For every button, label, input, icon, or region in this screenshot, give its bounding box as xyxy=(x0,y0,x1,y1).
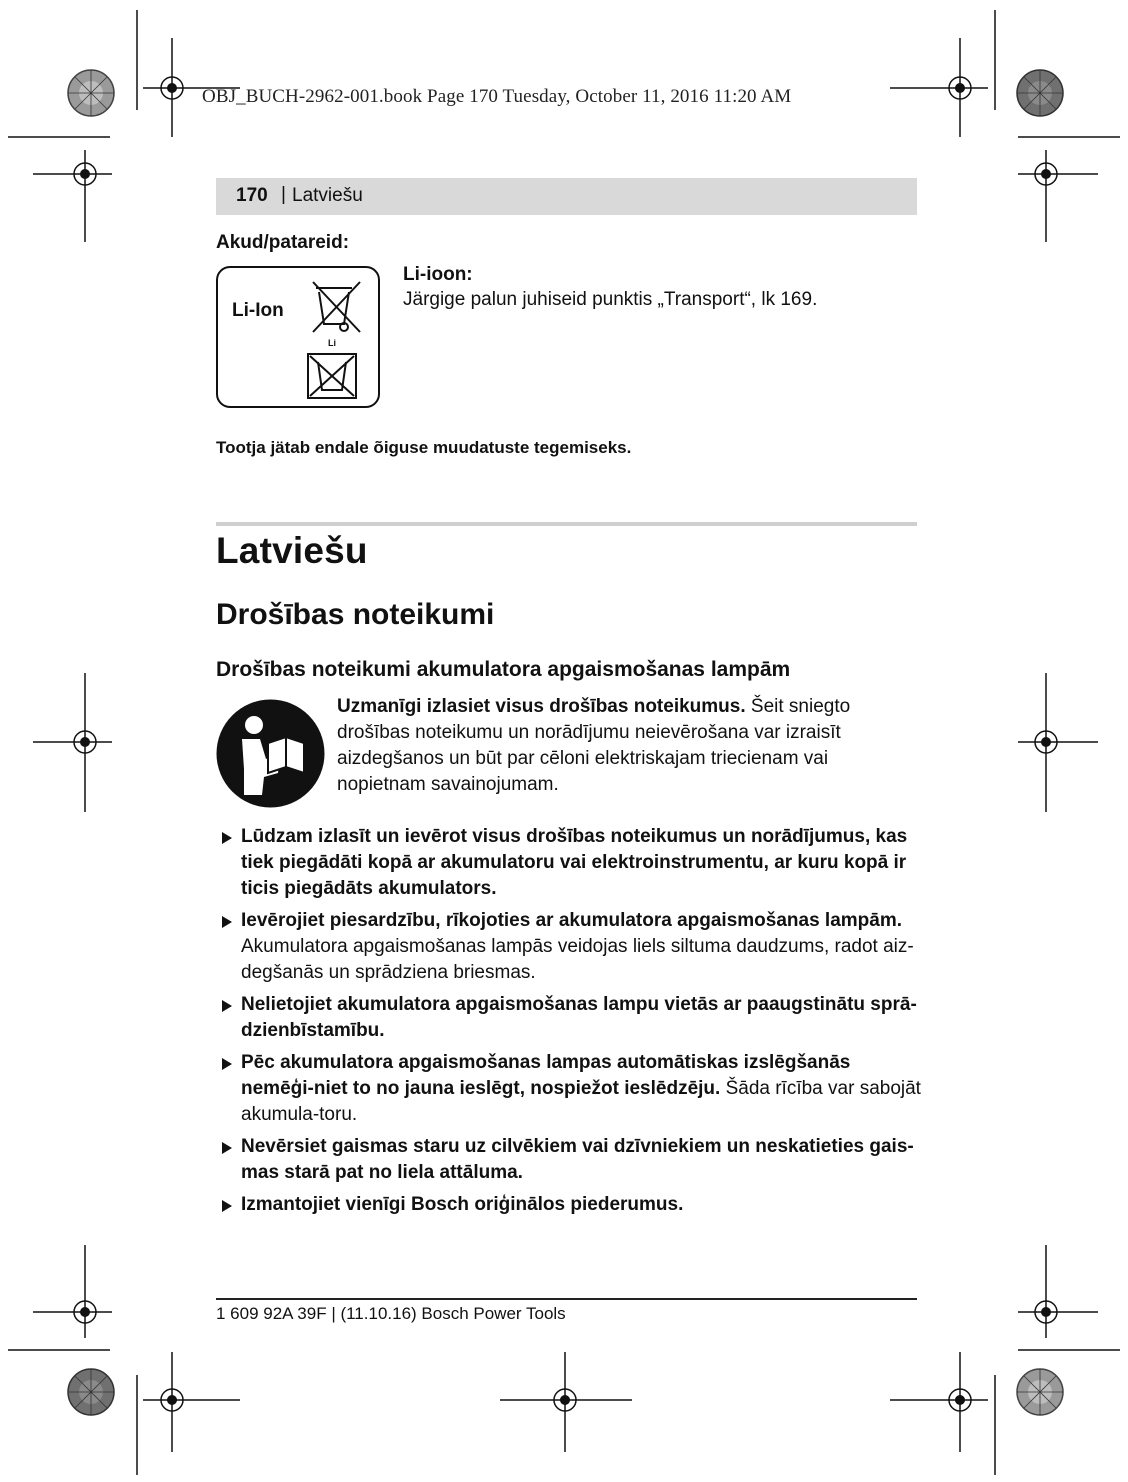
page-footer: 1 609 92A 39F | (11.10.16) Bosch Power Tools xyxy=(216,1304,566,1323)
book-header: OBJ_BUCH-2962-001.book Page 170 Tuesday, October 11, 2016 11:20 AM xyxy=(202,86,792,107)
bullet-bold: Nelietojiet akumulatora apgaismošanas lampu vietās ar paaugstinātu sprā-dzienbīstamību. xyxy=(241,994,917,1041)
page-number: 170 xyxy=(236,185,268,206)
crossed-bin-icon xyxy=(216,266,380,408)
bullet-bold: Lūdzam izlasīt un ievērot visus drošības noteikumus un norādījumus, kas tiek piegādāti kopā ar akumulatoru vai elektroinstrumentu, ar kuru kopā ir ticis piegādāts akumulators. xyxy=(241,826,908,899)
rights-notice: Tootja jätab endale õiguse muudatuste tegemiseks. xyxy=(216,438,632,457)
bullet-text: Šāda rīcība var sabojāt akumula-toru. xyxy=(241,1078,921,1125)
read-warning-bold: Uzmanīgi izlasiet visus drošības noteikumus. xyxy=(337,696,746,717)
bullet-bold: Izmantojiet vienīgi Bosch oriģinālos piederumus. xyxy=(241,1194,684,1215)
li-ion-text: Järgige palun juhiseid punktis „Transport“, lk 169. xyxy=(403,289,818,310)
bullet-arrow-icon xyxy=(222,1142,232,1154)
safety-title: Drošības noteikumi xyxy=(216,598,495,631)
footer-rule xyxy=(216,1298,917,1300)
battery-disposal-icon xyxy=(216,266,380,408)
safety-bullet xyxy=(222,1192,922,1218)
li-ion-icon-label: Li-Ion xyxy=(232,300,284,321)
read-manual-icon xyxy=(216,699,325,808)
li-ion-heading: Li-ioon: xyxy=(403,264,473,285)
bullet-arrow-icon xyxy=(222,1000,232,1012)
bullet-bold: Ievērojiet piesardzību, rīkojoties ar akumulatora apgaismošanas lampām. xyxy=(241,910,903,931)
bullet-arrow-icon xyxy=(222,1200,232,1212)
running-head-separator: | xyxy=(281,184,286,205)
safety-subtitle: Drošības noteikumi akumulatora apgaismošanas lampām xyxy=(216,658,791,681)
read-warning xyxy=(337,694,922,798)
safety-bullet xyxy=(222,1050,922,1128)
bullet-bold: Nevērsiet gaismas staru uz cilvēkiem vai dzīvniekiem un neskatieties gais-mas starā pat no liela attāluma. xyxy=(241,1136,914,1183)
section-title: Latviešu xyxy=(216,530,368,571)
running-head xyxy=(216,178,917,215)
running-head-language: Latviešu xyxy=(292,185,363,206)
bullet-arrow-icon xyxy=(222,832,232,844)
bullet-bold: Pēc akumulatora apgaismošanas lampas automātiskas izslēgšanās nemēģi-niet to no jauna ieslēgt, nospiežot ieslēdzēju. xyxy=(241,1052,851,1099)
bullet-text: Akumulatora apgaismošanas lampās veidojas liels siltuma daudzums, radot aiz-degšanās un sprādziena briesmas. xyxy=(241,936,914,983)
li-sub-label: Li xyxy=(328,338,336,348)
safety-bullet xyxy=(222,1134,922,1186)
batteries-heading: Akud/patareid: xyxy=(216,232,350,253)
safety-bullet-list xyxy=(222,824,922,1224)
safety-bullet xyxy=(222,908,922,986)
safety-bullet xyxy=(222,992,922,1044)
bullet-arrow-icon xyxy=(222,1058,232,1070)
bullet-arrow-icon xyxy=(222,916,232,928)
safety-bullet xyxy=(222,824,922,902)
section-rule xyxy=(216,522,917,526)
read-warning-text: Šeit sniegto drošības noteikumu un norādījumu neievērošana var izraisīt aizdegšanos un būt par cēloni elektriskajam triecienam vai nopietnam savainojumam. xyxy=(337,696,851,795)
